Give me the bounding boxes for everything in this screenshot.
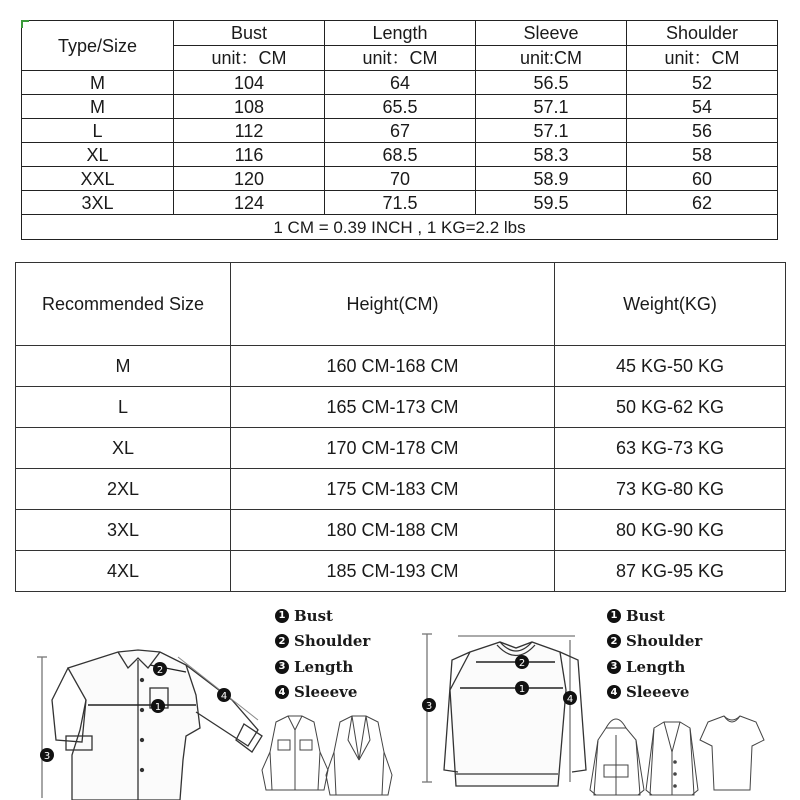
number-badge: 3 <box>607 660 621 674</box>
svg-text:2: 2 <box>156 665 164 676</box>
sleeve-cell: 56.5 <box>476 71 627 95</box>
number-badge: 3 <box>275 660 289 674</box>
size-cell: M <box>22 71 174 95</box>
height-cell: 185 CM-193 CM <box>231 551 555 592</box>
shoulder-header: Shoulder <box>627 21 778 46</box>
shoulder-cell: 52 <box>627 71 778 95</box>
table-row <box>16 346 786 387</box>
size-cell: L <box>22 119 174 143</box>
table-corner-mark <box>21 20 29 28</box>
table-row <box>22 71 778 95</box>
length-cell: 70 <box>325 167 476 191</box>
size-cell: XL <box>16 428 231 469</box>
tshirt-icon <box>700 716 764 790</box>
number-badge: 4 <box>607 685 621 699</box>
number-badge: 1 <box>607 609 621 623</box>
table-row <box>22 191 778 215</box>
weight-cell: 50 KG-62 KG <box>555 387 786 428</box>
blazer-icon <box>326 716 392 795</box>
svg-text:3: 3 <box>43 751 51 762</box>
height-cell: 170 CM-178 CM <box>231 428 555 469</box>
bust-cell: 116 <box>174 143 325 167</box>
conversion-note: 1 CM = 0.39 INCH , 1 KG=2.2 lbs <box>22 215 778 240</box>
bust-unit: unit：CM <box>174 46 325 71</box>
size-cell: 4XL <box>16 551 231 592</box>
sleeve-cell: 58.9 <box>476 167 627 191</box>
bust-cell: 120 <box>174 167 325 191</box>
sleeve-cell: 57.1 <box>476 119 627 143</box>
recommend-header-row <box>16 263 786 346</box>
length-cell: 65.5 <box>325 95 476 119</box>
length-cell: 64 <box>325 71 476 95</box>
svg-text:4: 4 <box>220 691 228 702</box>
hoodie-icon <box>590 719 644 795</box>
size-cell: XXL <box>22 167 174 191</box>
type-size-header: Type/Size <box>22 21 174 71</box>
size-cell: L <box>16 387 231 428</box>
weight-cell: 87 KG-95 KG <box>555 551 786 592</box>
length-cell: 67 <box>325 119 476 143</box>
svg-text:3: 3 <box>425 701 433 712</box>
marker-sleeve-shirt <box>217 688 231 702</box>
garment-illustrations <box>0 600 800 800</box>
bust-cell: 112 <box>174 119 325 143</box>
legend-label: Length <box>626 657 686 676</box>
shirt-measure-icon <box>37 650 262 800</box>
size-cell: M <box>22 95 174 119</box>
number-badge: 1 <box>275 609 289 623</box>
bust-header: Bust <box>174 21 325 46</box>
marker-bust-sweater <box>515 681 529 695</box>
bust-cell: 124 <box>174 191 325 215</box>
number-badge: 4 <box>275 685 289 699</box>
shoulder-cell: 54 <box>627 95 778 119</box>
sleeve-unit: unit:CM <box>476 46 627 71</box>
weight-cell: 80 KG-90 KG <box>555 510 786 551</box>
number-badge: 2 <box>607 634 621 648</box>
height-cell: 180 CM-188 CM <box>231 510 555 551</box>
size-cell: M <box>16 346 231 387</box>
legend-label: Length <box>294 657 354 676</box>
svg-text:1: 1 <box>518 684 526 695</box>
recommended-size-header: Recommended Size <box>16 263 231 346</box>
size-measurement-table <box>21 20 778 240</box>
sleeve-cell: 58.3 <box>476 143 627 167</box>
height-cell: 175 CM-183 CM <box>231 469 555 510</box>
table-row <box>22 95 778 119</box>
shoulder-cell: 62 <box>627 191 778 215</box>
shoulder-cell: 58 <box>627 143 778 167</box>
legend-label: Bust <box>626 606 665 625</box>
legend-label: Sleeeve <box>626 683 690 702</box>
bust-cell: 108 <box>174 95 325 119</box>
table-row <box>22 143 778 167</box>
sleeve-cell: 57.1 <box>476 95 627 119</box>
marker-length-shirt <box>40 748 54 762</box>
shoulder-cell: 60 <box>627 167 778 191</box>
table-row <box>16 428 786 469</box>
bust-cell: 104 <box>174 71 325 95</box>
marker-bust-shirt <box>151 699 165 713</box>
number-badge: 2 <box>275 634 289 648</box>
sleeve-cell: 59.5 <box>476 191 627 215</box>
svg-text:1: 1 <box>154 702 162 713</box>
weight-cell: 63 KG-73 KG <box>555 428 786 469</box>
legend-label: Shoulder <box>294 632 371 651</box>
weight-cell: 45 KG-50 KG <box>555 346 786 387</box>
sleeve-header: Sleeve <box>476 21 627 46</box>
table-row <box>16 469 786 510</box>
marker-shoulder-sweater <box>515 655 529 669</box>
height-header: Height(CM) <box>231 263 555 346</box>
recommended-size-table <box>15 262 786 592</box>
table-row <box>16 551 786 592</box>
size-cell: 3XL <box>22 191 174 215</box>
size-cell: 3XL <box>16 510 231 551</box>
legend-label: Bust <box>294 606 333 625</box>
conversion-note-row <box>22 215 778 240</box>
length-header: Length <box>325 21 476 46</box>
shoulder-cell: 56 <box>627 119 778 143</box>
height-cell: 165 CM-173 CM <box>231 387 555 428</box>
size-cell: 2XL <box>16 469 231 510</box>
height-cell: 160 CM-168 CM <box>231 346 555 387</box>
legend-label: Shoulder <box>626 632 703 651</box>
jacket-icon <box>262 716 328 790</box>
svg-text:2: 2 <box>518 658 526 669</box>
marker-length-sweater <box>422 698 436 712</box>
marker-shoulder-shirt <box>153 662 167 676</box>
table-row <box>22 167 778 191</box>
table-row <box>22 119 778 143</box>
table-row <box>16 387 786 428</box>
length-cell: 68.5 <box>325 143 476 167</box>
length-unit: unit：CM <box>325 46 476 71</box>
sweater-measure-icon <box>422 634 586 786</box>
shoulder-unit: unit：CM <box>627 46 778 71</box>
size-cell: XL <box>22 143 174 167</box>
length-cell: 71.5 <box>325 191 476 215</box>
marker-sleeve-sweater <box>563 691 577 705</box>
size-table-header-row <box>22 21 778 46</box>
svg-text:4: 4 <box>566 694 574 705</box>
weight-header: Weight(KG) <box>555 263 786 346</box>
weight-cell: 73 KG-80 KG <box>555 469 786 510</box>
table-row <box>16 510 786 551</box>
cardigan-icon <box>646 722 698 795</box>
legend-label: Sleeeve <box>294 683 358 702</box>
